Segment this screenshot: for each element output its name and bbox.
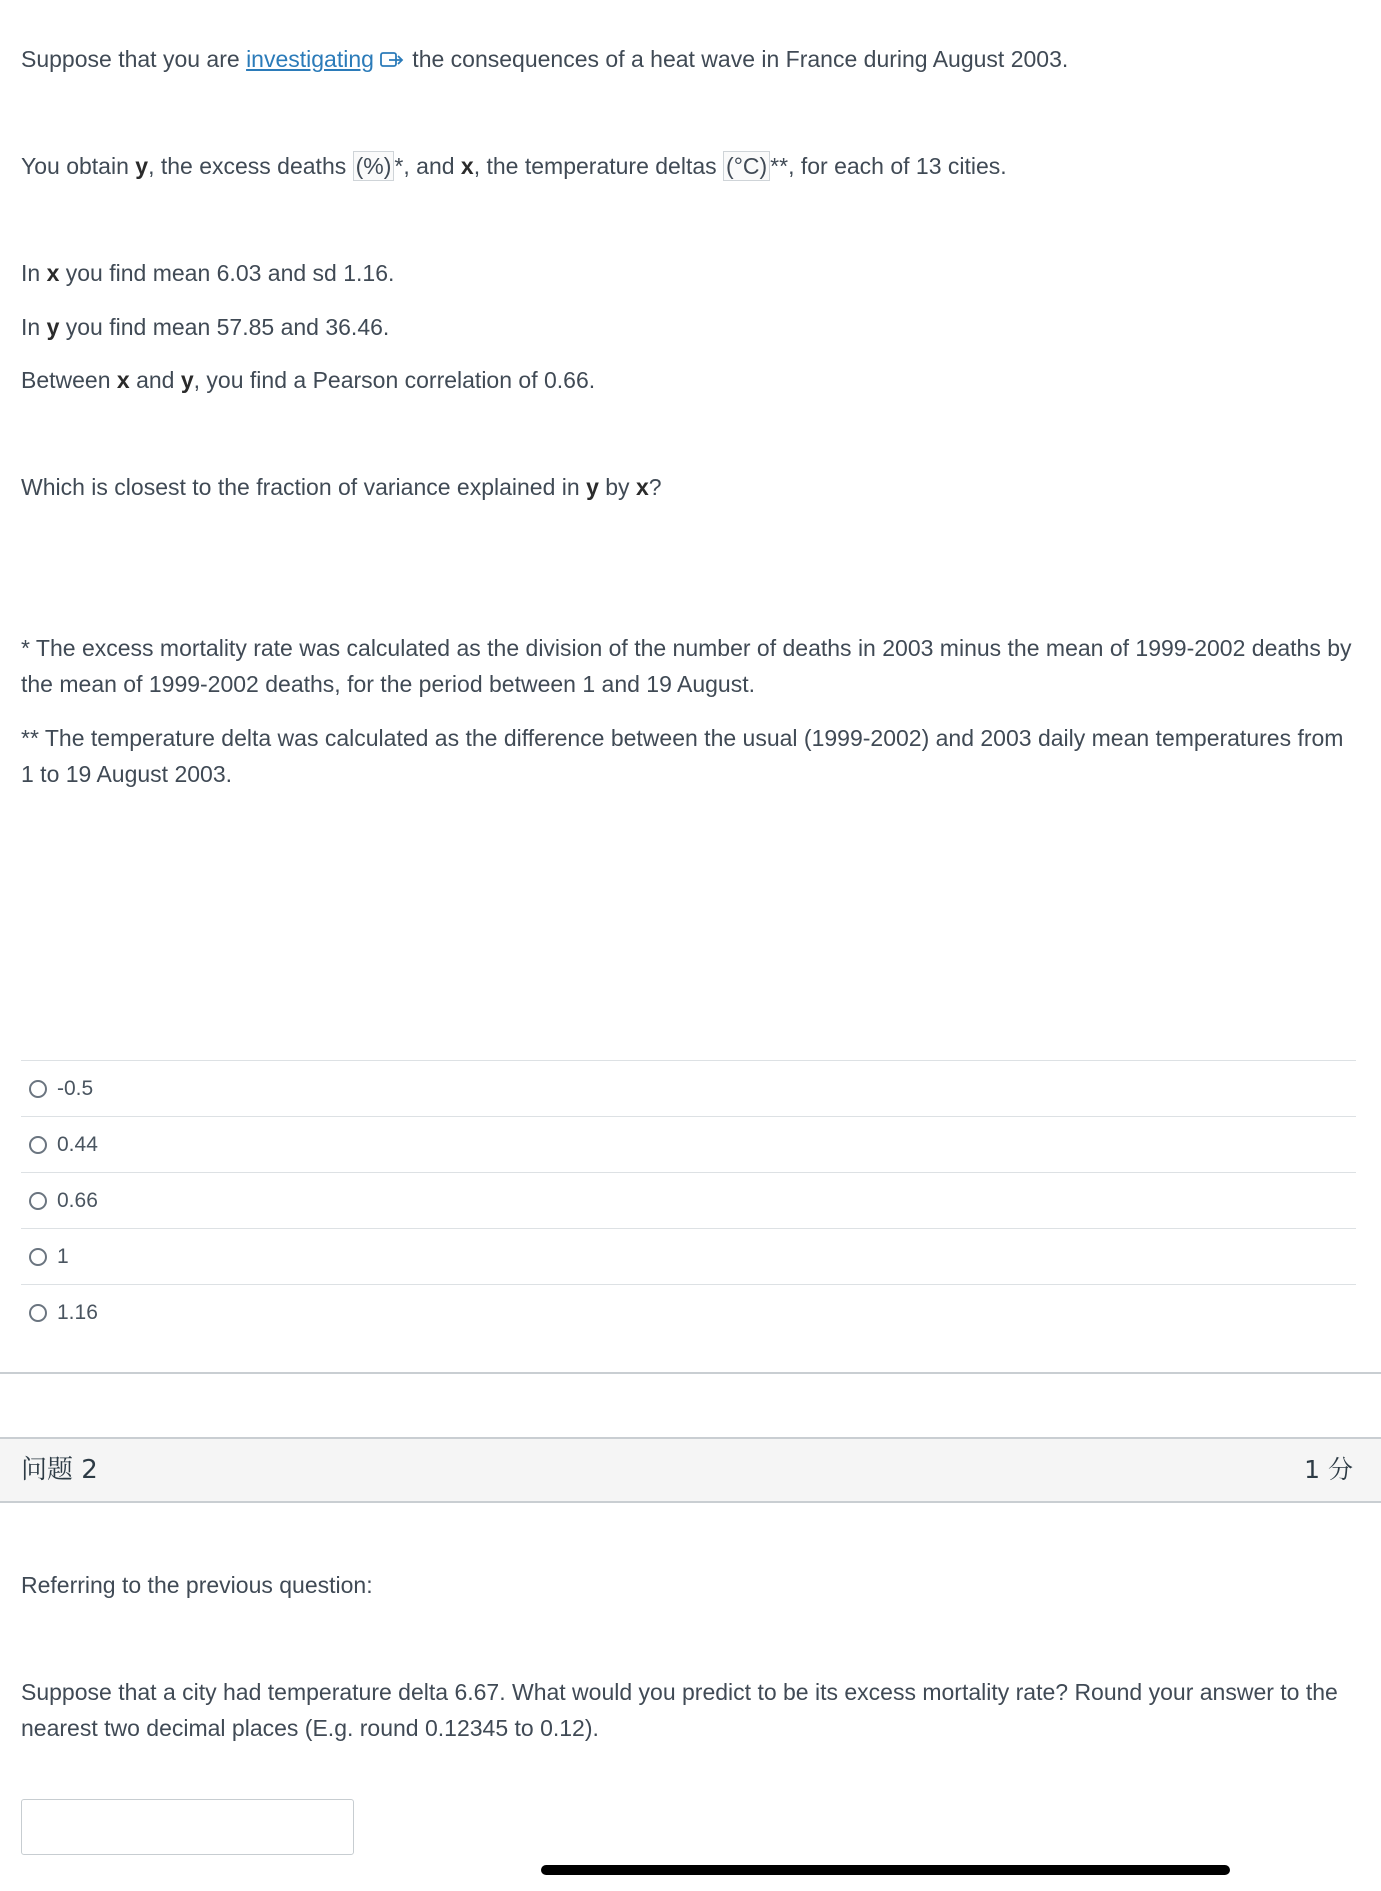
option-label: 1.16 <box>57 1300 98 1324</box>
question-text: Which is closest to the fraction of variance explained in y by x? <box>21 474 662 500</box>
option-5[interactable] <box>21 1284 1356 1340</box>
radio-unchecked-icon[interactable] <box>29 1136 47 1154</box>
answer-input[interactable] <box>21 1799 354 1855</box>
radio-unchecked-icon[interactable] <box>29 1192 47 1210</box>
answer-options <box>21 1060 1356 1340</box>
option-label: 0.66 <box>57 1188 98 1212</box>
question-title: 问题 2 <box>21 1455 98 1485</box>
obtain-text: You obtain y, the excess deaths (%) *, and x, the temperature deltas (°C) **, for each of 13 cities. <box>21 153 1007 179</box>
external-link-icon[interactable] <box>380 43 404 61</box>
home-indicator[interactable] <box>541 1865 1230 1875</box>
option-1[interactable] <box>21 1060 1356 1116</box>
celsius-unit: (°C) <box>723 151 770 181</box>
intro-text: Suppose that you are investigating the consequences of a heat wave in France during August 2003. <box>21 41 1068 77</box>
question-2-header <box>0 1437 1381 1503</box>
option-2[interactable] <box>21 1116 1356 1172</box>
correlation-text: Between x and y, you find a Pearson correlation of 0.66. <box>21 367 596 393</box>
option-3[interactable] <box>21 1172 1356 1228</box>
radio-unchecked-icon[interactable] <box>29 1304 47 1322</box>
radio-unchecked-icon[interactable] <box>29 1080 47 1098</box>
referring-text: Referring to the previous question: <box>21 1572 373 1598</box>
question-points: 1 分 <box>1304 1455 1353 1484</box>
radio-unchecked-icon[interactable] <box>29 1248 47 1266</box>
x-stats-text: In x you find mean 6.03 and sd 1.16. <box>21 260 395 286</box>
footnote-temperature-delta: ** The temperature delta was calculated as the difference between the usual (1999-2002) and 2003 daily mean temperatures from 1 to 19 August 2003. <box>21 725 1344 787</box>
y-stats-text: In y you find mean 57.85 and 36.46. <box>21 314 390 340</box>
investigating-link[interactable]: investigating <box>246 46 374 72</box>
option-label: 1 <box>57 1244 69 1268</box>
percent-unit: (%) <box>353 151 395 181</box>
question-divider <box>0 1372 1381 1374</box>
option-4[interactable] <box>21 1228 1356 1284</box>
option-label: 0.44 <box>57 1132 98 1156</box>
question-2-prompt: Suppose that a city had temperature delta 6.67. What would you predict to be its excess mortality rate? Round your answer to the nearest two decimal places (E.g. round 0.12345 to 0.12). <box>21 1679 1338 1741</box>
footnote-excess-mortality: * The excess mortality rate was calculated as the division of the number of deaths in 2003 minus the mean of 1999-2002 deaths by the mean of 1999-2002 deaths, for the period between 1 and 19 August. <box>21 635 1352 697</box>
option-label: -0.5 <box>57 1076 94 1100</box>
